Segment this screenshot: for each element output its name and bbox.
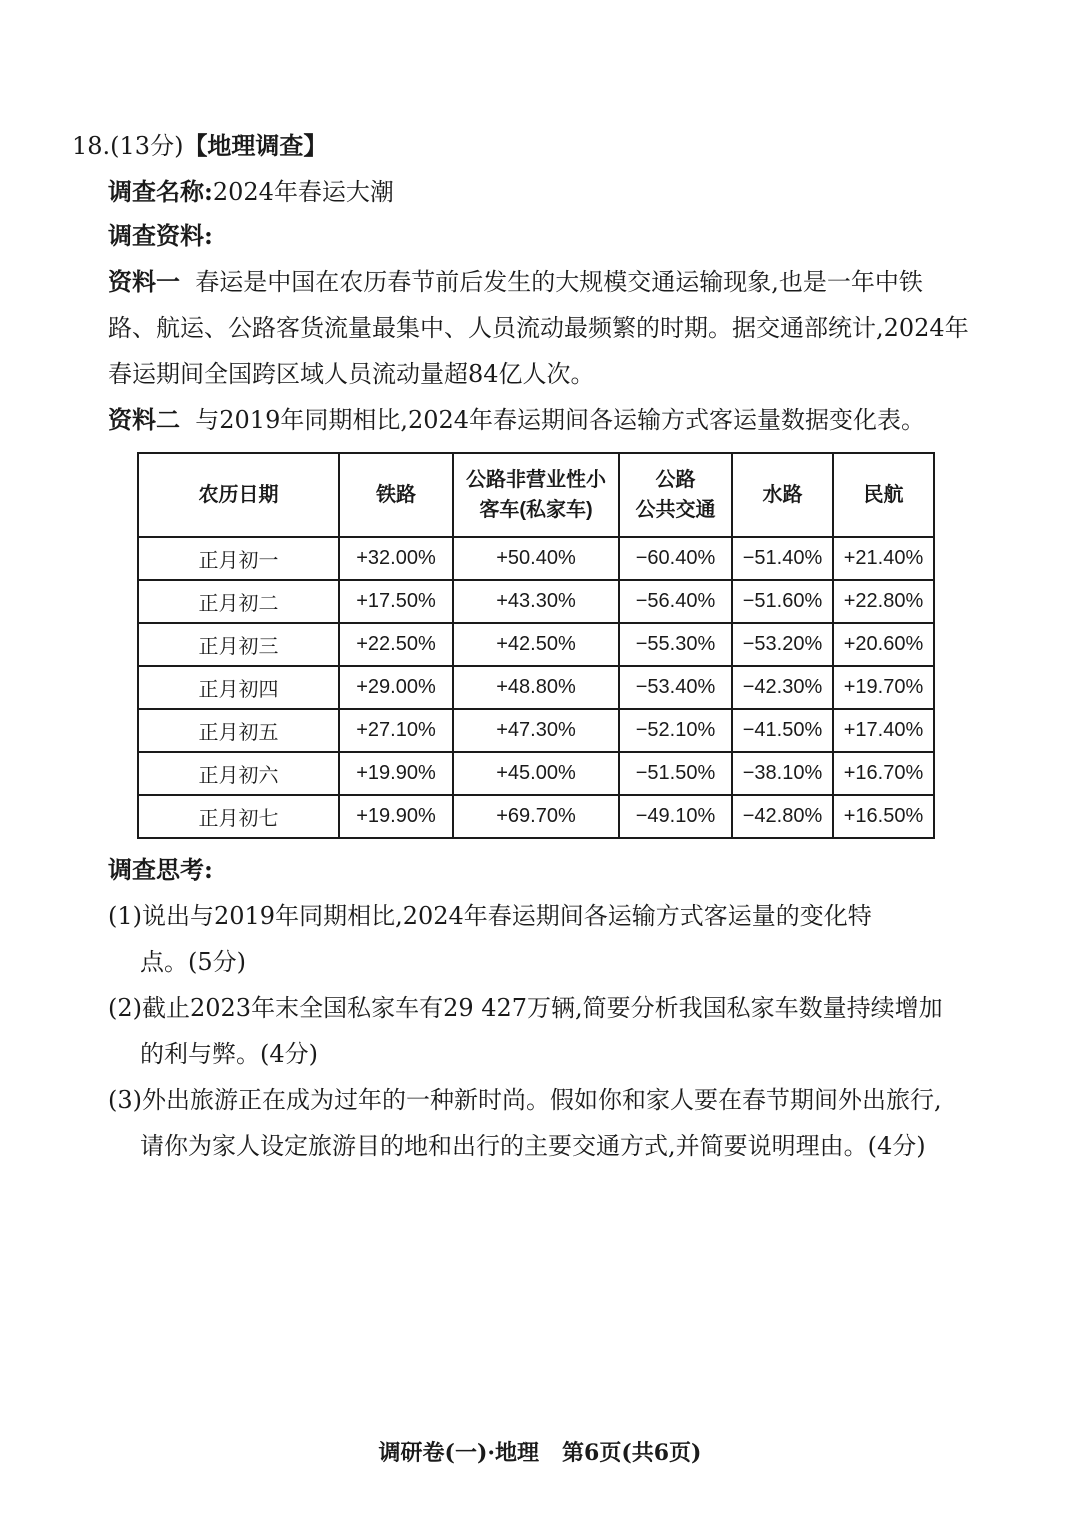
footer-paper-name: 调研卷(一)·地理 [378,1440,540,1466]
header-aviation: 民航 [833,453,934,537]
table-cell: +22.50% [339,623,453,666]
table-cell: +19.70% [833,666,934,709]
header-road-public: 公路 公共交通 [619,453,732,537]
survey-name-value: 2024年春运大潮 [212,178,394,206]
table-cell: −51.50% [619,752,732,795]
table-cell: −41.50% [732,709,833,752]
table-cell: +29.00% [339,666,453,709]
table-cell: +69.70% [453,795,619,838]
table-cell: −42.80% [732,795,833,838]
table-cell: +45.00% [453,752,619,795]
footer-page-number: 第6页(共6页) [562,1440,702,1466]
table-cell: 正月初六 [138,752,339,795]
question-heading [72,130,327,162]
table-cell: −53.40% [619,666,732,709]
survey-name-label: 调查名称: [108,177,213,206]
question3-line2: 请你为家人设定旅游目的地和出行的主要交通方式,并简要说明理由。(4分) [140,1132,926,1160]
material1-text-line1: 春运是中国在农历春节前后发生的大规模交通运输现象,也是一年中铁 [195,268,923,296]
question2-line2: 的利与弊。(4分) [140,1040,318,1068]
question2-line1: (2)截止2023年末全国私家车有29 427万辆,简要分析我国私家车数量持续增加 [108,994,943,1022]
table-row [138,666,934,709]
table-cell: −60.40% [619,537,732,580]
table-cell: +42.50% [453,623,619,666]
question1-line1: (1)说出与2019年同期相比,2024年春运期间各运输方式客运量的变化特 [108,902,872,930]
table-cell: 正月初一 [138,537,339,580]
table-cell: 正月初五 [138,709,339,752]
table-cell: +43.30% [453,580,619,623]
transport-change-table [137,452,935,839]
page-footer [0,1436,1080,1467]
question1-line2: 点。(5分) [140,948,246,976]
question-number: 18. [72,132,111,160]
table-cell: 正月初四 [138,666,339,709]
table-cell: −52.10% [619,709,732,752]
header-railway: 铁路 [339,453,453,537]
question3-line1: (3)外出旅游正在成为过年的一种新时尚。假如你和家人要在春节期间外出旅行, [108,1086,942,1114]
table-cell: +16.70% [833,752,934,795]
table-cell: −38.10% [732,752,833,795]
table-cell: +19.90% [339,795,453,838]
table-cell: +21.40% [833,537,934,580]
table-cell: +27.10% [339,709,453,752]
thinking-label: 调查思考: [108,855,213,884]
table-header-row [138,453,934,537]
header-lunar-date: 农历日期 [138,453,339,537]
survey-materials-label: 调查资料: [108,221,213,250]
question-points: (13分) [110,132,184,160]
table-cell: +22.80% [833,580,934,623]
table-cell: −42.30% [732,666,833,709]
table-cell: −49.10% [619,795,732,838]
table-row [138,580,934,623]
material1-line1 [108,266,923,298]
table-cell: +17.40% [833,709,934,752]
table-cell: 正月初二 [138,580,339,623]
table-row [138,709,934,752]
table-cell: +32.00% [339,537,453,580]
material1-text-line3: 春运期间全国跨区域人员流动量超84亿人次。 [108,360,595,388]
material1-label: 资料一 [108,267,180,296]
table-cell: −51.40% [732,537,833,580]
table-cell: +17.50% [339,580,453,623]
material2-line [108,404,925,436]
table-row [138,752,934,795]
survey-name [108,176,394,208]
table-cell: +50.40% [453,537,619,580]
table-cell: +16.50% [833,795,934,838]
header-waterway: 水路 [732,453,833,537]
table-cell: +20.60% [833,623,934,666]
table-row [138,795,934,838]
question-topic: 【地理调查】 [183,131,328,160]
table-cell: +47.30% [453,709,619,752]
table-cell: +48.80% [453,666,619,709]
table-row [138,537,934,580]
header-private-car: 公路非营业性小 客车(私家车) [453,453,619,537]
table-cell: +19.90% [339,752,453,795]
table-cell: 正月初三 [138,623,339,666]
table-cell: −56.40% [619,580,732,623]
table-row [138,623,934,666]
table-cell: −53.20% [732,623,833,666]
material1-text-line2: 路、航运、公路客货流量最集中、人员流动最频繁的时期。据交通部统计,2024年 [108,314,969,342]
table-cell: 正月初七 [138,795,339,838]
table-cell: −51.60% [732,580,833,623]
table-cell: −55.30% [619,623,732,666]
material2-text: 与2019年同期相比,2024年春运期间各运输方式客运量数据变化表。 [195,406,926,434]
material2-label: 资料二 [108,405,180,434]
